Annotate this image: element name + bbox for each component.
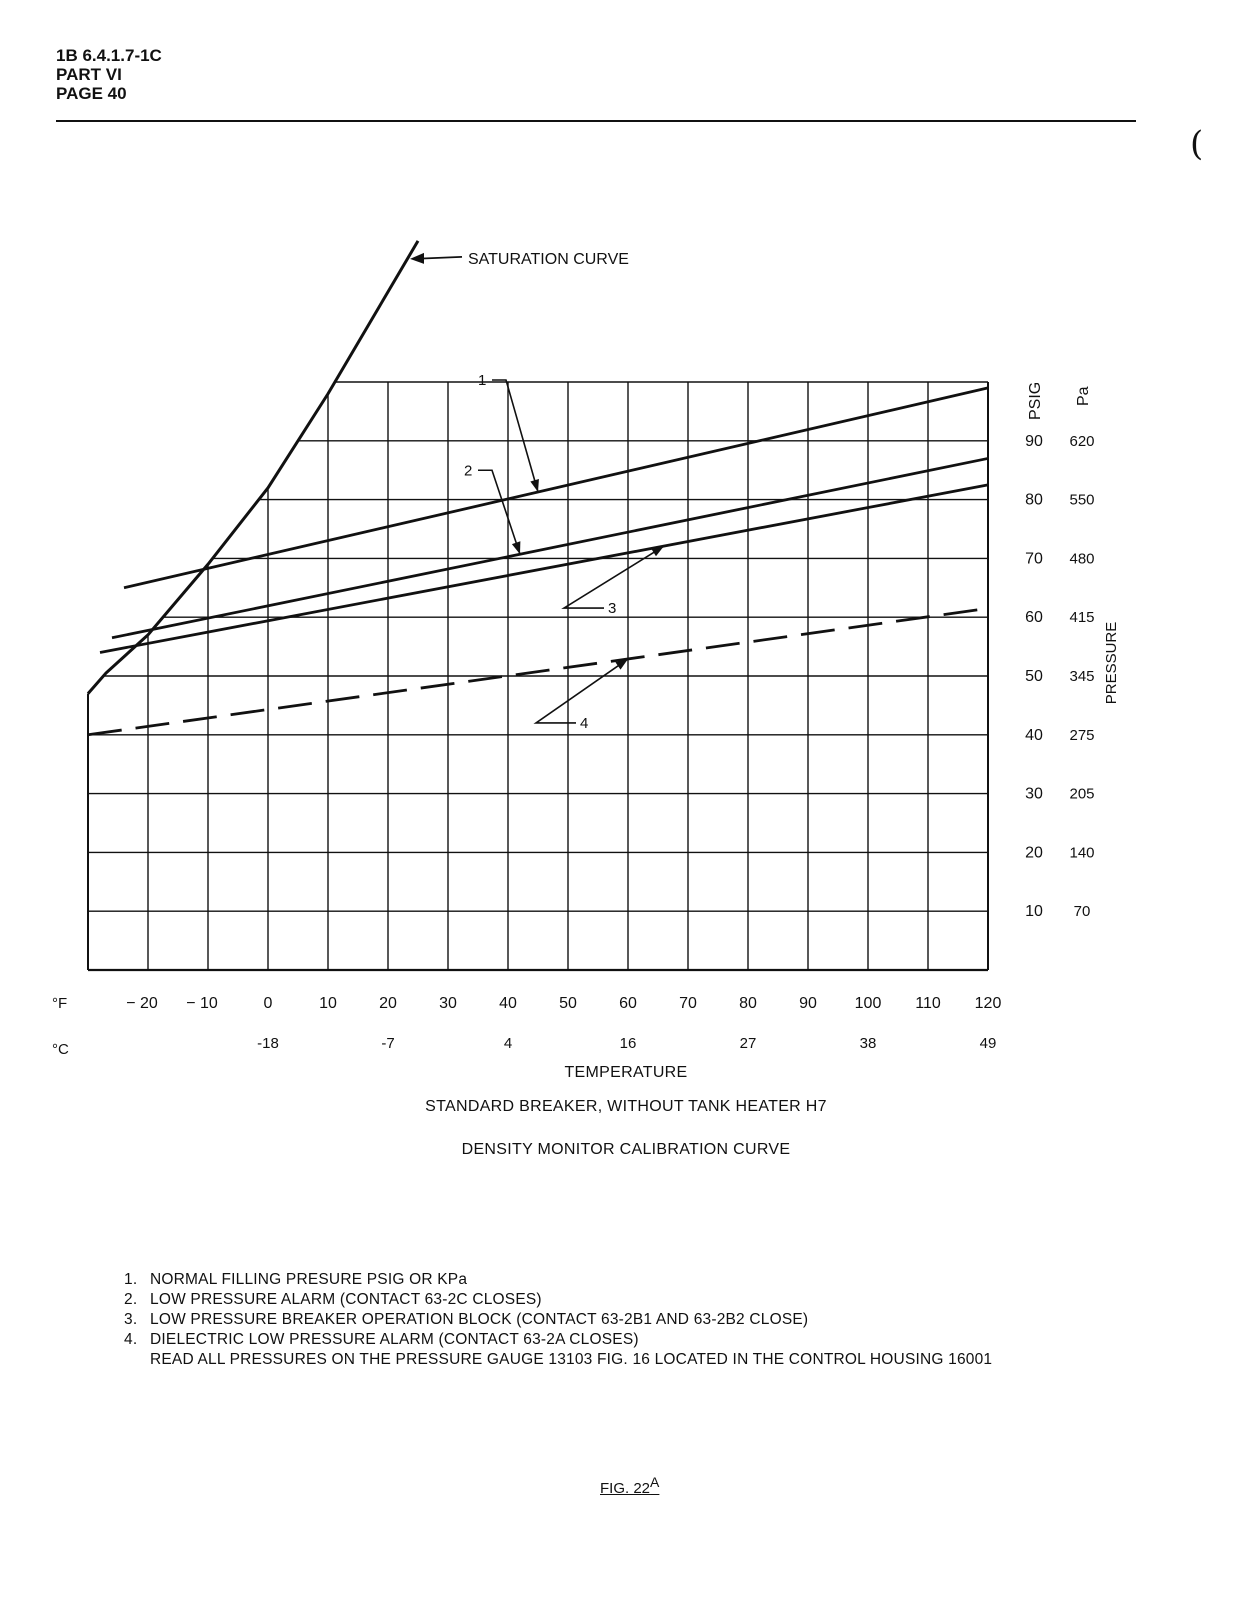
callout-leader bbox=[536, 659, 628, 723]
y-tick-label-psig: 70 bbox=[1025, 550, 1043, 568]
figure-suffix: A bbox=[650, 1474, 660, 1490]
note-item bbox=[124, 1270, 992, 1290]
y-tick-label-psig: 50 bbox=[1025, 668, 1043, 685]
x-axis-title: TEMPERATURE bbox=[564, 1064, 688, 1081]
x-tick-label-f: 30 bbox=[439, 995, 457, 1012]
legend-notes bbox=[124, 1270, 992, 1370]
note-item bbox=[124, 1310, 992, 1330]
y-tick-label-psig: 30 bbox=[1025, 785, 1043, 803]
x-tick-label-f: 70 bbox=[679, 995, 697, 1012]
callout-label: 2 bbox=[464, 462, 473, 480]
y-unit-primary: PSIG bbox=[1027, 381, 1044, 420]
note-text: LOW PRESSURE BREAKER OPERATION BLOCK (CONTACT 63-2B1 AND 63-2B2 CLOSE) bbox=[150, 1311, 809, 1328]
doc-page: PAGE 40 bbox=[56, 84, 127, 103]
x-tick-label-c: 4 bbox=[503, 1035, 513, 1052]
margin-mark: ( bbox=[1190, 124, 1204, 164]
x-tick-label-f: 110 bbox=[915, 995, 941, 1012]
y-tick-label-pa: 140 bbox=[1069, 844, 1095, 862]
x-tick-label-f: 80 bbox=[739, 995, 757, 1012]
x-tick-label-f: − 20 bbox=[126, 995, 158, 1012]
figure-number: FIG. 22 bbox=[600, 1480, 651, 1497]
x-tick-label-c: 27 bbox=[739, 1035, 757, 1052]
series-line-2 bbox=[112, 458, 988, 637]
notes-tail: READ ALL PRESSURES ON THE PRESSURE GAUGE 13103 FIG. 16 LOCATED IN THE CONTROL HOUSING 16001 bbox=[150, 1351, 993, 1368]
doc-id: 1B 6.4.1.7-1C bbox=[56, 46, 162, 65]
x-tick-label-f: 90 bbox=[799, 995, 817, 1012]
y-tick-label-psig: 40 bbox=[1025, 726, 1043, 744]
figure-label bbox=[600, 1474, 659, 1497]
x-tick-label-f: 100 bbox=[854, 995, 882, 1012]
chart-labels bbox=[52, 251, 1120, 1058]
callout-arrowhead bbox=[512, 541, 520, 554]
x-tick-label-c: -18 bbox=[257, 1035, 279, 1052]
y-unit-secondary: Pa bbox=[1075, 386, 1092, 406]
x-tick-label-c: 49 bbox=[979, 1035, 997, 1052]
y-tick-label-pa: 480 bbox=[1069, 550, 1095, 568]
note-item bbox=[124, 1290, 992, 1310]
x-tick-label-f: − 10 bbox=[186, 995, 218, 1012]
y-tick-label-psig: 90 bbox=[1025, 432, 1043, 450]
x-tick-label-c: 16 bbox=[619, 1035, 637, 1052]
y-tick-label-pa: 275 bbox=[1069, 726, 1095, 744]
callout-label: 4 bbox=[580, 714, 589, 732]
x-tick-label-f: 40 bbox=[499, 995, 517, 1012]
y-tick-label-pa: 70 bbox=[1073, 903, 1091, 921]
note-number: 2. bbox=[124, 1291, 138, 1308]
y-tick-label-pa: 550 bbox=[1069, 491, 1095, 509]
note-number: 3. bbox=[124, 1311, 138, 1328]
callout-label: 1 bbox=[478, 372, 487, 390]
y-tick-label-psig: 80 bbox=[1025, 491, 1043, 509]
x-tick-label-f: 120 bbox=[974, 995, 1002, 1012]
series-line-4 bbox=[88, 608, 988, 734]
saturation-curve-label: SATURATION CURVE bbox=[468, 250, 629, 268]
x-unit-primary: °F bbox=[52, 995, 68, 1012]
x-tick-label-f: 60 bbox=[619, 995, 637, 1012]
x-tick-label-c: -7 bbox=[381, 1035, 395, 1052]
callout-leader bbox=[478, 470, 520, 554]
doc-part: PART VI bbox=[56, 65, 122, 84]
y-tick-label-psig: 60 bbox=[1025, 609, 1043, 627]
x-tick-label-f: 50 bbox=[559, 995, 577, 1012]
note-text: LOW PRESSURE ALARM (CONTACT 63-2C CLOSES) bbox=[150, 1291, 542, 1308]
chart-title: DENSITY MONITOR CALIBRATION CURVE bbox=[461, 1141, 791, 1158]
chart-subtitle: STANDARD BREAKER, WITHOUT TANK HEATER H7 bbox=[425, 1098, 827, 1115]
note-text: NORMAL FILLING PRESURE PSIG OR KPa bbox=[150, 1271, 468, 1288]
x-unit-secondary: °C bbox=[52, 1041, 69, 1058]
y-tick-label-pa: 415 bbox=[1069, 609, 1095, 627]
saturation-arrowhead bbox=[410, 253, 424, 264]
y-tick-label-psig: 20 bbox=[1025, 844, 1043, 862]
note-number: 4. bbox=[124, 1331, 138, 1348]
callout-leader bbox=[492, 380, 538, 492]
y-tick-label-pa: 620 bbox=[1069, 432, 1095, 450]
y-axis-title: PRESSURE bbox=[1103, 621, 1120, 705]
note-number: 1. bbox=[124, 1271, 138, 1288]
callout-arrowhead bbox=[530, 479, 539, 492]
note-item bbox=[124, 1330, 992, 1350]
x-tick-label-f: 20 bbox=[379, 995, 397, 1012]
saturation-curve bbox=[88, 241, 418, 694]
chart-grid bbox=[88, 382, 988, 970]
callout-label: 3 bbox=[608, 600, 617, 618]
x-tick-label-f: 10 bbox=[319, 995, 337, 1012]
note-text: DIELECTRIC LOW PRESSURE ALARM (CONTACT 63-2A CLOSES) bbox=[150, 1331, 639, 1348]
y-tick-label-pa: 345 bbox=[1069, 668, 1095, 685]
y-tick-label-psig: 10 bbox=[1025, 903, 1043, 921]
x-tick-label-c: 38 bbox=[859, 1035, 877, 1052]
y-tick-label-pa: 205 bbox=[1069, 785, 1095, 803]
x-tick-label-f: 0 bbox=[263, 995, 273, 1012]
